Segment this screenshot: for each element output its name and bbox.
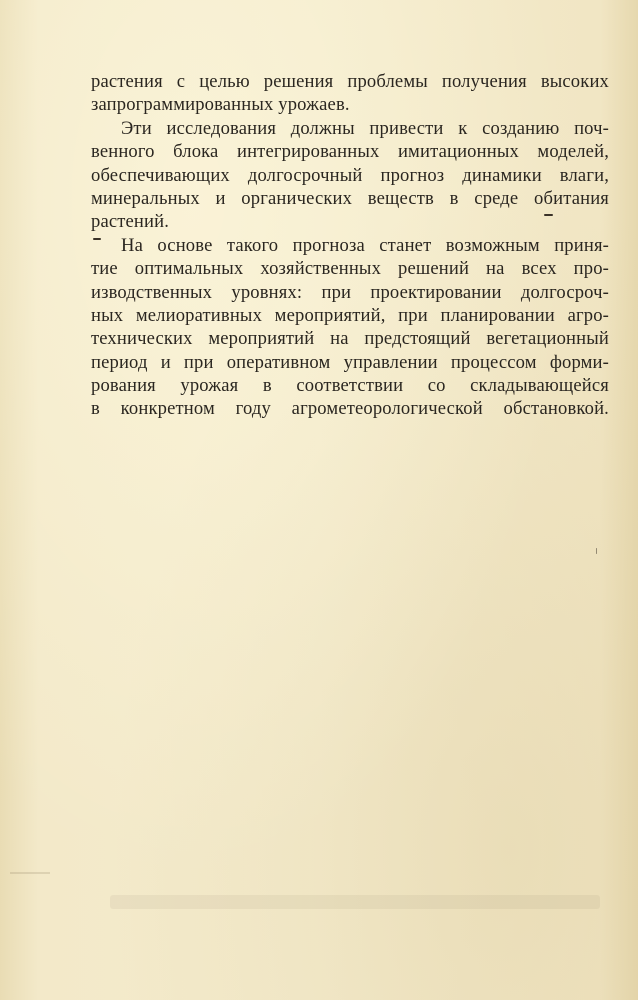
text-line: минеральных и органических веществ в среде обитания xyxy=(91,187,609,209)
text-line: На основе такого прогноза станет возможным приня- xyxy=(121,234,609,256)
text-line: технических мероприятий на предстоящий вегетационный xyxy=(91,328,609,350)
text-line: ных мелиоративных мероприятий, при планировании агро- xyxy=(91,304,609,326)
ink-speck xyxy=(544,214,553,216)
ink-speck xyxy=(93,238,101,240)
body-text xyxy=(91,70,609,421)
text-line: рования урожая в соответствии со складывающейся xyxy=(91,375,609,397)
text-line: венного блока интегрированных имитационных моделей, xyxy=(91,141,609,163)
text-line: изводственных уровнях: при проектировании долгосроч- xyxy=(91,281,609,303)
text-line: в конкретном году агрометеорологической обстановкой. xyxy=(91,398,609,420)
text-line: тие оптимальных хозяйственных решений на всех про- xyxy=(91,258,609,280)
text-line: запрограммированных урожаев. xyxy=(91,94,350,116)
text-line: Эти исследования должны привести к созданию поч- xyxy=(121,117,609,139)
text-line: обеспечивающих долгосрочный прогноз динамики влаги, xyxy=(91,164,609,186)
text-line: растения с целью решения проблемы получения высоких xyxy=(91,71,609,92)
show-through-smudge xyxy=(10,872,50,874)
show-through-smudge xyxy=(110,895,600,909)
text-line: период и при оперативном управлении процессом форми- xyxy=(91,351,609,373)
ink-speck xyxy=(596,548,597,554)
text-line: растений. xyxy=(91,211,170,233)
